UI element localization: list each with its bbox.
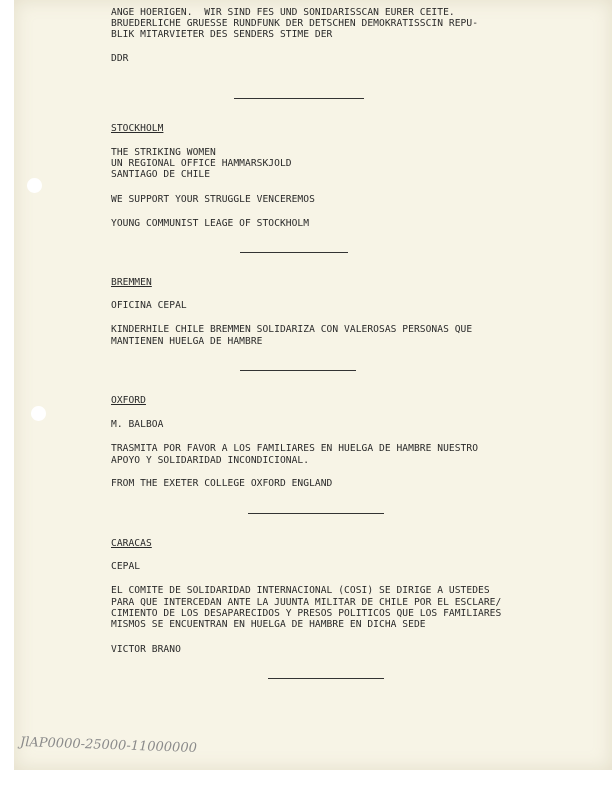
caracas-heading: CARACAS xyxy=(111,538,152,549)
bremmen-message-1: KINDERHILE CHILE BREMMEN SOLIDARIZA CON VALEROSAS PERSONAS QUE xyxy=(111,324,473,335)
caracas-message-3: CIMIENTO DE LOS DESAPARECIDOS Y PRESOS POLITICOS QUE LOS FAMILIARES xyxy=(111,608,502,619)
ddr-line-3: BLIK MITARVIETER DES SENDERS STIME DER xyxy=(111,29,333,40)
oxford-signature: FROM THE EXETER COLLEGE OXFORD ENGLAND xyxy=(111,478,333,489)
stockholm-message: WE SUPPORT YOUR STRUGGLE VENCEREMOS xyxy=(111,194,315,205)
bremmen-message-2: MANTIENEN HUELGA DE HAMBRE xyxy=(111,336,263,347)
separator-rule-2 xyxy=(240,252,348,253)
ddr-line-1: ANGE HOERIGEN. WIR SIND FES UND SONIDARISSCAN EURER CEITE. xyxy=(111,7,455,18)
caracas-address: CEPAL xyxy=(111,561,141,572)
stockholm-address-1: THE STRIKING WOMEN xyxy=(111,147,216,158)
stockholm-address-3: SANTIAGO DE CHILE xyxy=(111,169,211,180)
punch-hole-lower xyxy=(31,406,46,421)
caracas-message-1: EL COMITE DE SOLIDARIDAD INTERNACIONAL (COSI) SE DIRIGE A USTEDES xyxy=(111,585,490,596)
stockholm-heading: STOCKHOLM xyxy=(111,123,164,134)
punch-hole-upper xyxy=(27,178,42,193)
stockholm-address-2: UN REGIONAL OFFICE HAMMARSKJOLD xyxy=(111,158,292,169)
ddr-signature: DDR xyxy=(111,53,129,64)
separator-rule-1 xyxy=(234,98,364,99)
oxford-message-1: TRASMITA POR FAVOR A LOS FAMILIARES EN HUELGA DE HAMBRE NUESTRO xyxy=(111,443,479,454)
oxford-heading: OXFORD xyxy=(111,395,146,406)
separator-rule-5 xyxy=(268,678,384,679)
separator-rule-3 xyxy=(240,370,356,371)
document-page xyxy=(14,0,612,770)
caracas-message-2: PARA QUE INTERCEDAN ANTE LA JUUNTA MILITAR DE CHILE POR EL ESCLARE/ xyxy=(111,597,502,608)
caracas-message-4: MISMOS SE ENCUENTRAN EN HUELGA DE HAMBRE EN DICHA SEDE xyxy=(111,619,426,630)
bremmen-heading: BREMMEN xyxy=(111,277,152,288)
stockholm-signature: YOUNG COMMUNIST LEAGE OF STOCKHOLM xyxy=(111,218,310,229)
archive-number: JlAP0000-25000-11000000 xyxy=(19,734,198,757)
oxford-message-2: APOYO Y SOLIDARIDAD INCONDICIONAL. xyxy=(111,455,310,466)
separator-rule-4 xyxy=(248,513,384,514)
caracas-signature: VICTOR BRANO xyxy=(111,644,181,655)
oxford-address: M. BALBOA xyxy=(111,419,164,430)
bremmen-address: OFICINA CEPAL xyxy=(111,300,187,311)
ddr-line-2: BRUEDERLICHE GRUESSE RUNDFUNK DER DETSCHEN DEMOKRATISSCIN REPU- xyxy=(111,18,479,29)
